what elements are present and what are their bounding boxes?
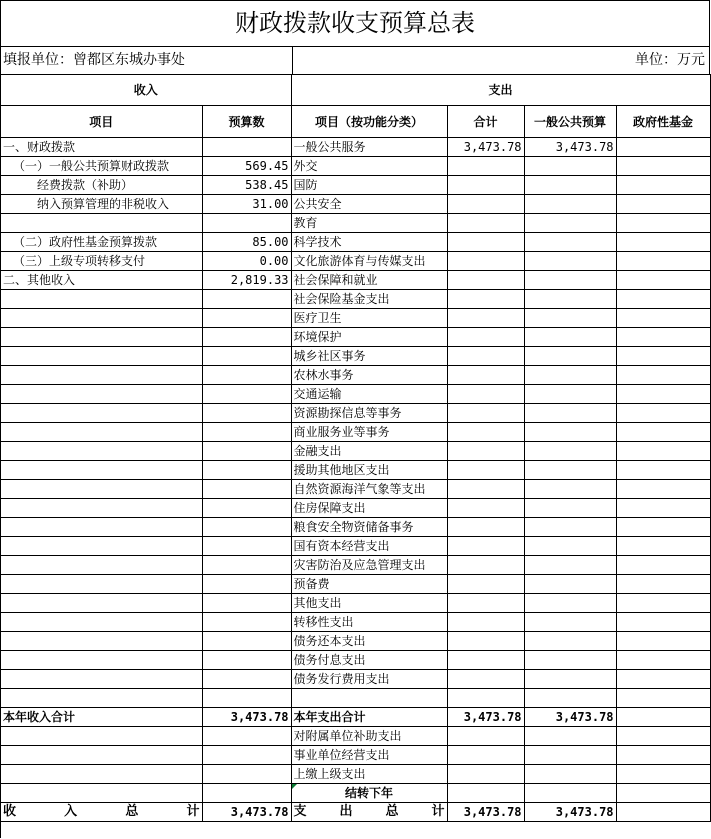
expense-gov-fund: [616, 271, 710, 290]
income-value: 0.00: [202, 252, 291, 271]
expense-general: [524, 613, 616, 632]
expense-item: 国有资本经营支出: [291, 537, 447, 556]
income-value-empty: [202, 347, 291, 366]
income-item-empty: [1, 480, 202, 499]
table-row: [1, 442, 710, 461]
section-header-row: [1, 75, 710, 106]
expense-total: [447, 404, 524, 423]
expense-general: [524, 233, 616, 252]
expense-general: [524, 784, 616, 803]
expense-general: [524, 632, 616, 651]
expense-gov-fund: [616, 347, 710, 366]
table-row: [1, 537, 710, 556]
income-item-empty: [1, 765, 202, 784]
income-value-empty: [202, 746, 291, 765]
expense-gov-fund: [616, 366, 710, 385]
income-item-empty: [1, 442, 202, 461]
income-item: [1, 214, 202, 233]
table-row: [1, 632, 710, 651]
expense-gov-fund: [616, 233, 710, 252]
expense-gov-fund: [616, 157, 710, 176]
expense-gov-fund: [616, 309, 710, 328]
income-item-empty: [1, 670, 202, 689]
expense-general: [524, 670, 616, 689]
currency-unit: 单位：万元: [635, 52, 705, 68]
blank-cell: [1, 689, 202, 708]
income-value-empty: [202, 518, 291, 537]
expense-total: [447, 518, 524, 537]
carry-forward-label: 结转下年: [291, 784, 447, 803]
col-header-general: 一般公共预算: [524, 106, 616, 138]
expense-gov-fund: [616, 537, 710, 556]
table-row: [1, 461, 710, 480]
income-item-empty: [1, 727, 202, 746]
expense-item: 城乡社区事务: [291, 347, 447, 366]
expense-gov-fund: [616, 423, 710, 442]
income-item: 二、其他收入: [1, 271, 202, 290]
expense-total: [447, 651, 524, 670]
blank-cell: [524, 689, 616, 708]
expense-gov-fund: [616, 290, 710, 309]
income-item-empty: [1, 366, 202, 385]
expense-general: [524, 499, 616, 518]
income-value-empty: [202, 423, 291, 442]
income-item-empty: [1, 385, 202, 404]
expense-gov-fund: [616, 613, 710, 632]
expense-item: 社会保险基金支出: [291, 290, 447, 309]
expense-general: [524, 537, 616, 556]
expense-general: [524, 442, 616, 461]
expense-gov-fund: [616, 328, 710, 347]
income-value-empty: [202, 575, 291, 594]
expense-gov-fund: [616, 442, 710, 461]
blank-cell: [291, 689, 447, 708]
income-value-empty: [202, 594, 291, 613]
year-income-total: 3,473.78: [202, 708, 291, 727]
expense-gov-fund: [616, 499, 710, 518]
table-row: [1, 138, 710, 157]
expense-general: [524, 366, 616, 385]
table-row: [1, 385, 710, 404]
expense-item: 灾害防治及应急管理支出: [291, 556, 447, 575]
reporting-unit: 填报单位：曾都区东城办事处: [3, 52, 185, 68]
income-value-empty: [202, 366, 291, 385]
expense-general: [524, 480, 616, 499]
expense-gov-fund: [616, 461, 710, 480]
expense-item: 科学技术: [291, 233, 447, 252]
table-row: [1, 575, 710, 594]
expense-total: [447, 632, 524, 651]
expense-total: [447, 423, 524, 442]
income-value-empty: [202, 765, 291, 784]
expense-general: [524, 385, 616, 404]
expense-item: 外交: [291, 157, 447, 176]
expense-item: 社会保障和就业: [291, 271, 447, 290]
income-item-empty: [1, 537, 202, 556]
grand-gov-fund: [616, 803, 710, 822]
income-item-empty: [1, 556, 202, 575]
table-row: [1, 404, 710, 423]
expense-gov-fund: [616, 784, 710, 803]
extra-expense-row: [1, 765, 710, 784]
table-row: [1, 594, 710, 613]
expense-gov-fund: [616, 518, 710, 537]
expense-total: [447, 594, 524, 613]
extra-expense-item: 上缴上级支出: [291, 765, 447, 784]
income-section-header: 收入: [1, 75, 291, 106]
extra-expense-row: [1, 746, 710, 765]
expense-general: [524, 746, 616, 765]
income-value: 569.45: [202, 157, 291, 176]
income-value-empty: [202, 385, 291, 404]
income-value: 538.45: [202, 176, 291, 195]
grand-expense-total: 3,473.78: [447, 803, 524, 822]
expense-total: [447, 556, 524, 575]
income-item-empty: [1, 328, 202, 347]
income-item-empty: [1, 613, 202, 632]
expense-general: 3,473.78: [524, 138, 616, 157]
expense-section-header: 支出: [291, 75, 710, 106]
expense-item: 一般公共服务: [291, 138, 447, 157]
income-value-empty: [202, 727, 291, 746]
table-row: [1, 157, 710, 176]
income-item-empty: [1, 632, 202, 651]
income-item: （一）一般公共预算财政拨款: [1, 157, 202, 176]
expense-item: 住房保障支出: [291, 499, 447, 518]
extra-expense-item: 事业单位经营支出: [291, 746, 447, 765]
income-value-empty: [202, 499, 291, 518]
expense-total: [447, 537, 524, 556]
expense-total: [447, 271, 524, 290]
income-item-empty: [1, 423, 202, 442]
income-value-empty: [202, 651, 291, 670]
expense-total: [447, 157, 524, 176]
blank-cell: [202, 689, 291, 708]
expense-total: [447, 214, 524, 233]
expense-general: [524, 556, 616, 575]
expense-item: 预备费: [291, 575, 447, 594]
expense-gov-fund: [616, 575, 710, 594]
income-value-empty: [202, 309, 291, 328]
expense-general: [524, 594, 616, 613]
expense-item: 文化旅游体育与传媒支出: [291, 252, 447, 271]
income-item: （三）上级专项转移支付: [1, 252, 202, 271]
expense-gov-fund: [616, 404, 710, 423]
expense-gov-fund: [616, 651, 710, 670]
extra-expense-row: [1, 727, 710, 746]
expense-gov-fund: [616, 385, 710, 404]
income-item-empty: [1, 499, 202, 518]
income-value-empty: [202, 480, 291, 499]
col-header-item: 项目: [1, 106, 202, 138]
expense-total: [447, 461, 524, 480]
income-value-empty: [202, 613, 291, 632]
table-row: [1, 233, 710, 252]
expense-item: 粮食安全物资储备事务: [291, 518, 447, 537]
year-income-total-label: 本年收入合计: [1, 708, 202, 727]
expense-total: [447, 347, 524, 366]
income-item: （二）政府性基金预算拨款: [1, 233, 202, 252]
expense-item: 环境保护: [291, 328, 447, 347]
income-value-empty: [202, 461, 291, 480]
expense-gov-fund: [616, 252, 710, 271]
expense-total: [447, 252, 524, 271]
income-value: [202, 214, 291, 233]
table-row: [1, 518, 710, 537]
expense-general: [524, 575, 616, 594]
expense-gov-fund: [616, 480, 710, 499]
expense-item: 医疗卫生: [291, 309, 447, 328]
expense-general: [524, 461, 616, 480]
expense-general: [524, 404, 616, 423]
col-header-gov-fund: 政府性基金: [616, 106, 710, 138]
expense-total: [447, 233, 524, 252]
expense-total: [447, 442, 524, 461]
income-value-empty: [202, 328, 291, 347]
expense-general: [524, 271, 616, 290]
expense-item: 债务付息支出: [291, 651, 447, 670]
expense-total: [447, 309, 524, 328]
income-item-empty: [1, 651, 202, 670]
income-value: 31.00: [202, 195, 291, 214]
col-header-total: 合计: [447, 106, 524, 138]
comment-marker-icon: [292, 784, 297, 789]
table-row: [1, 271, 710, 290]
expense-item: 援助其他地区支出: [291, 461, 447, 480]
income-value-empty: [202, 784, 291, 803]
expense-total: [447, 727, 524, 746]
income-item-empty: [1, 746, 202, 765]
expense-item: 金融支出: [291, 442, 447, 461]
expense-total: [447, 290, 524, 309]
grand-income-total: 3,473.78: [202, 803, 291, 822]
expense-gov-fund: [616, 138, 710, 157]
income-value: 85.00: [202, 233, 291, 252]
income-item-empty: [1, 518, 202, 537]
expense-total: [447, 195, 524, 214]
income-item: 纳入预算管理的非税收入: [1, 195, 202, 214]
expense-total: 3,473.78: [447, 138, 524, 157]
expense-gov-fund: [616, 746, 710, 765]
year-total-row: [1, 708, 710, 727]
income-value-empty: [202, 556, 291, 575]
column-header-row: [1, 106, 710, 138]
table-row: [1, 480, 710, 499]
blank-row: [1, 689, 710, 708]
budget-table: [1, 74, 711, 822]
table-row: [1, 214, 710, 233]
expense-total: [447, 385, 524, 404]
expense-general: [524, 290, 616, 309]
blank-cell: [447, 689, 524, 708]
table-row: [1, 328, 710, 347]
col-header-budget: 预算数: [202, 106, 291, 138]
year-expense-total: 3,473.78: [447, 708, 524, 727]
income-item-empty: [1, 784, 202, 803]
table-row: [1, 290, 710, 309]
extra-expense-item: 对附属单位补助支出: [291, 727, 447, 746]
expense-total: [447, 670, 524, 689]
expense-total: [447, 480, 524, 499]
year-expense-general: 3,473.78: [524, 708, 616, 727]
table-row: [1, 347, 710, 366]
col-header-func-item: 项目（按功能分类）: [291, 106, 447, 138]
expense-gov-fund: [616, 214, 710, 233]
grand-income-label: 收入总计: [1, 803, 202, 822]
income-item-empty: [1, 461, 202, 480]
expense-item: 公共安全: [291, 195, 447, 214]
expense-general: [524, 157, 616, 176]
expense-item: 转移性支出: [291, 613, 447, 632]
expense-total: [447, 575, 524, 594]
income-item-empty: [1, 309, 202, 328]
income-item-empty: [1, 575, 202, 594]
year-gov-fund: [616, 708, 710, 727]
expense-total: [447, 366, 524, 385]
income-value-empty: [202, 404, 291, 423]
expense-gov-fund: [616, 594, 710, 613]
expense-item: 其他支出: [291, 594, 447, 613]
expense-item: 农林水事务: [291, 366, 447, 385]
grand-expense-label: 支出总计: [291, 803, 447, 822]
expense-total: [447, 499, 524, 518]
expense-general: [524, 727, 616, 746]
income-item-empty: [1, 290, 202, 309]
table-row: [1, 366, 710, 385]
expense-item: 国防: [291, 176, 447, 195]
expense-item: 商业服务业等事务: [291, 423, 447, 442]
table-row: [1, 176, 710, 195]
expense-general: [524, 423, 616, 442]
income-value-empty: [202, 290, 291, 309]
expense-general: [524, 309, 616, 328]
income-item-empty: [1, 404, 202, 423]
table-row: [1, 309, 710, 328]
table-row: [1, 651, 710, 670]
income-value: 2,819.33: [202, 271, 291, 290]
expense-item: 债务发行费用支出: [291, 670, 447, 689]
year-expense-total-label: 本年支出合计: [291, 708, 447, 727]
expense-general: [524, 252, 616, 271]
expense-general: [524, 214, 616, 233]
table-row: [1, 252, 710, 271]
income-item-empty: [1, 347, 202, 366]
expense-total: [447, 613, 524, 632]
table-row: [1, 556, 710, 575]
income-item-empty: [1, 594, 202, 613]
expense-general: [524, 518, 616, 537]
carry-forward-row: [1, 784, 710, 803]
income-value-empty: [202, 442, 291, 461]
income-value-empty: [202, 632, 291, 651]
page-title: 财政拨款收支预算总表: [1, 1, 710, 46]
table-row: [1, 613, 710, 632]
expense-item: 自然资源海洋气象等支出: [291, 480, 447, 499]
expense-total: [447, 746, 524, 765]
grand-total-row: [1, 803, 710, 822]
expense-gov-fund: [616, 632, 710, 651]
expense-general: [524, 651, 616, 670]
expense-item: 资源勘探信息等事务: [291, 404, 447, 423]
expense-item: 债务还本支出: [291, 632, 447, 651]
unit-divider: [292, 47, 293, 74]
expense-total: [447, 784, 524, 803]
expense-total: [447, 328, 524, 347]
expense-gov-fund: [616, 727, 710, 746]
income-item: 一、财政拨款: [1, 138, 202, 157]
expense-gov-fund: [616, 195, 710, 214]
table-row: [1, 670, 710, 689]
income-item: 经费拨款（补助）: [1, 176, 202, 195]
expense-general: [524, 328, 616, 347]
expense-gov-fund: [616, 670, 710, 689]
expense-general: [524, 195, 616, 214]
expense-gov-fund: [616, 765, 710, 784]
expense-gov-fund: [616, 176, 710, 195]
expense-total: [447, 176, 524, 195]
expense-gov-fund: [616, 556, 710, 575]
table-row: [1, 499, 710, 518]
income-value-empty: [202, 670, 291, 689]
grand-expense-general: 3,473.78: [524, 803, 616, 822]
unit-row: [1, 46, 710, 74]
income-value: [202, 138, 291, 157]
income-value-empty: [202, 537, 291, 556]
blank-cell: [616, 689, 710, 708]
expense-total: [447, 765, 524, 784]
expense-general: [524, 765, 616, 784]
expense-general: [524, 176, 616, 195]
table-row: [1, 195, 710, 214]
expense-item: 教育: [291, 214, 447, 233]
expense-general: [524, 347, 616, 366]
table-row: [1, 423, 710, 442]
expense-item: 交通运输: [291, 385, 447, 404]
